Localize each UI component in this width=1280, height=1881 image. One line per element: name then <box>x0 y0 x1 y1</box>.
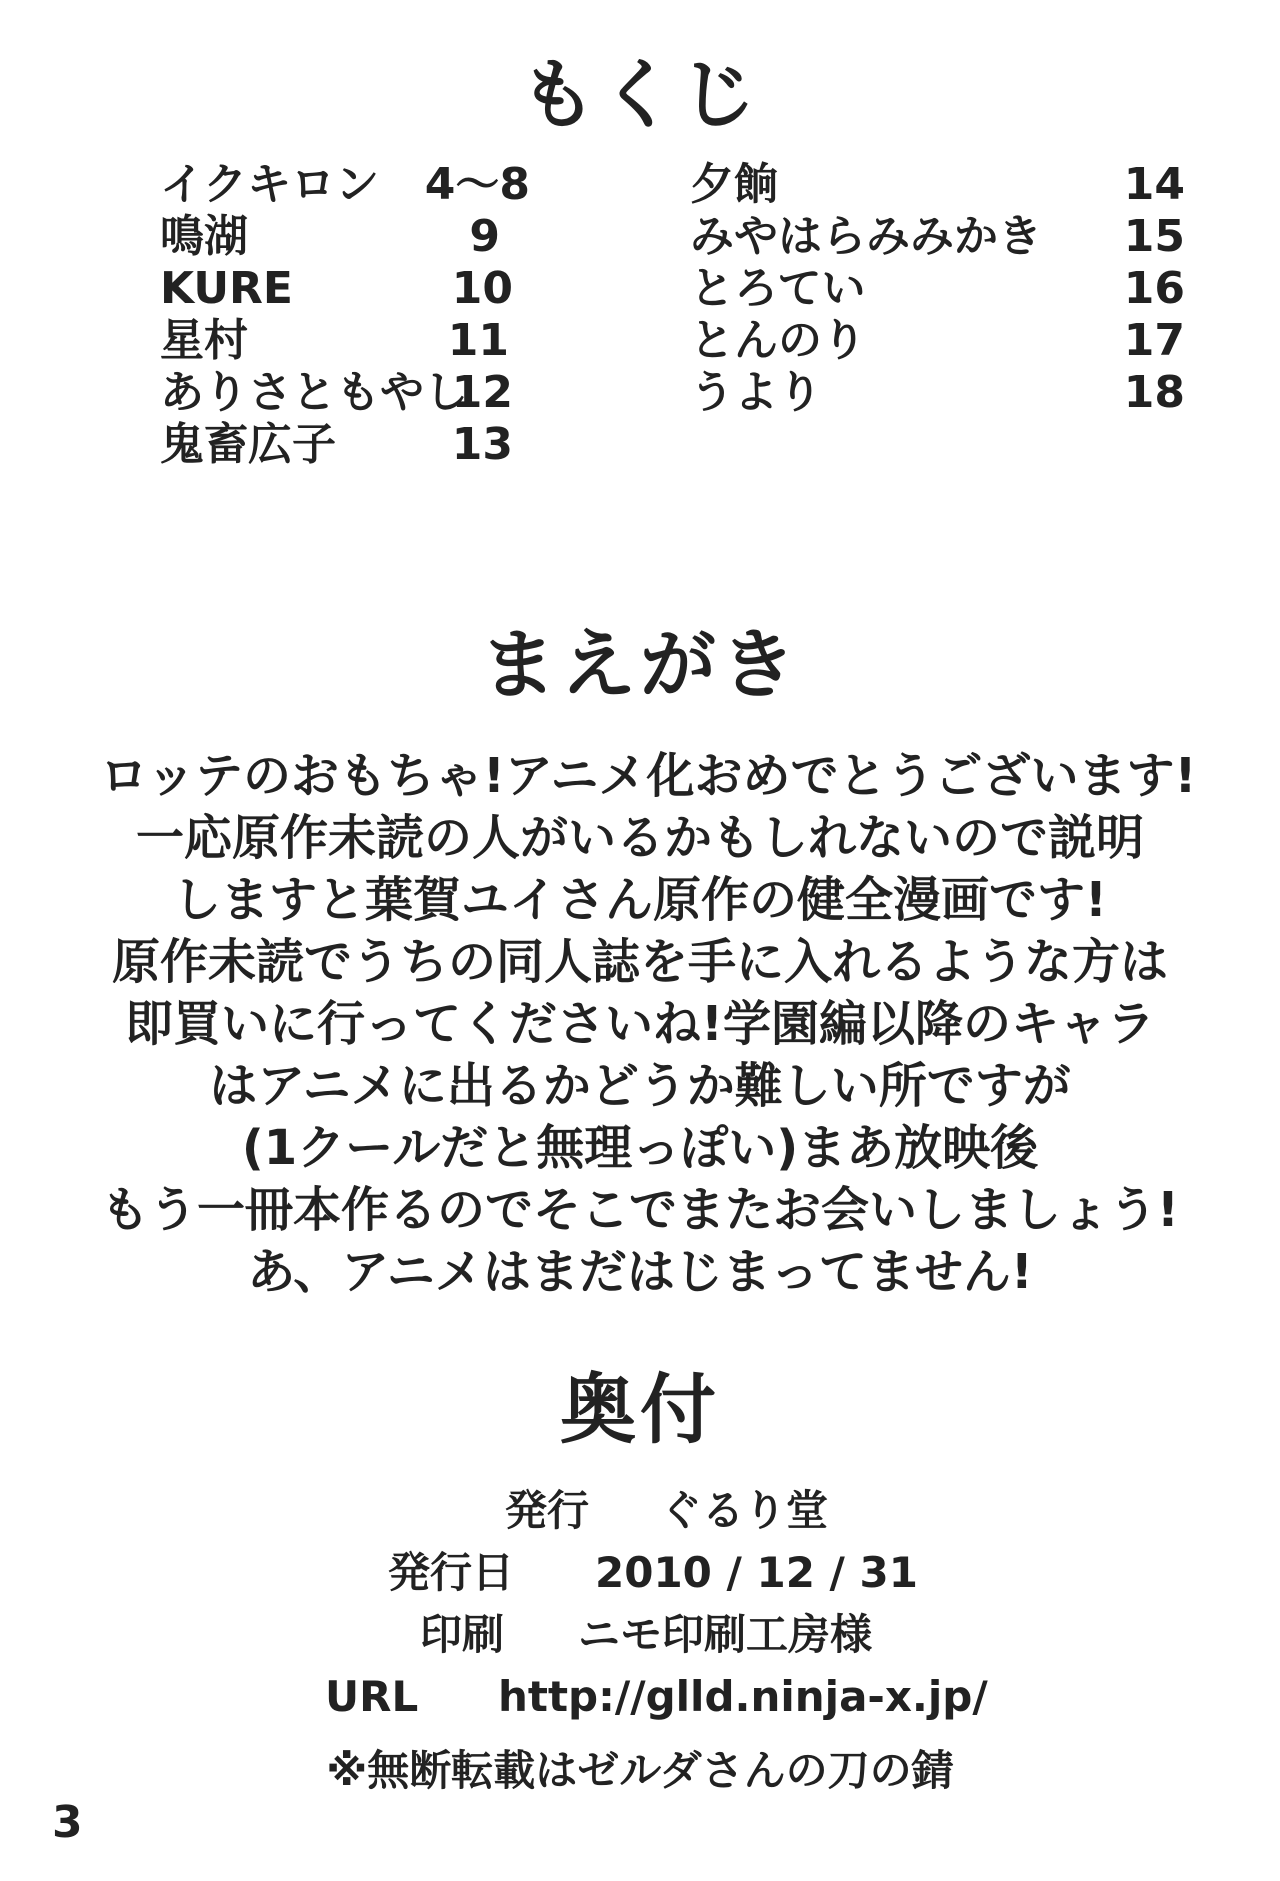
preface-heading: まえがき <box>480 620 800 709</box>
preface-line: あ、アニメはまだはじまってません! <box>247 1244 1033 1300</box>
toc-entry <box>690 311 1185 371</box>
toc-entry-title: 夕餉 <box>690 159 778 210</box>
toc-entry <box>160 363 513 423</box>
colophon-publisher-row <box>505 1480 589 1542</box>
toc-entry-page: 9 <box>469 211 500 262</box>
page-number: 3 <box>52 1797 83 1848</box>
colophon-date-label: 発行日 <box>388 1548 515 1597</box>
toc-entry-page: 16 <box>1123 263 1185 314</box>
toc-entry-title: とんのり <box>690 315 866 366</box>
toc-entry-title: 鳴湖 <box>160 211 248 262</box>
preface-line: 一応原作未読の人がいるかもしれないので説明 <box>135 810 1144 866</box>
toc-entry-page: 13 <box>451 419 513 470</box>
colophon-printer-label: 印刷 <box>420 1610 505 1659</box>
colophon-date-row <box>388 1542 514 1604</box>
colophon-publisher-label: 発行 <box>505 1486 590 1535</box>
toc-entry-page: 18 <box>1123 367 1185 418</box>
toc-entry <box>690 155 1185 215</box>
toc-entry <box>160 207 500 267</box>
toc-entry-page: 14 <box>1123 159 1185 210</box>
toc-entry <box>690 259 1185 319</box>
toc-entry <box>160 155 530 215</box>
toc-entry-page: 11 <box>447 315 509 366</box>
colophon-publisher-value: ぐるり堂 <box>660 1486 829 1535</box>
preface-line: はアニメに出るかどうか難しい所ですが <box>209 1058 1071 1114</box>
toc-entry <box>160 259 513 319</box>
toc-entry-page: 15 <box>1123 211 1185 262</box>
colophon-publisher-value-row <box>660 1480 828 1542</box>
preface-line: 原作未読でうちの同人誌を手に入れるような方は <box>111 934 1168 990</box>
toc-entry-page: 17 <box>1123 315 1185 366</box>
reprint-notice: ※無断転載はゼルダさんの刀の錆 <box>326 1746 954 1795</box>
colophon-url-row <box>325 1666 418 1728</box>
toc-entry-title: うより <box>690 367 822 418</box>
toc-entry-page: 4～8 <box>424 159 530 210</box>
toc-entry-title: みやはらみみかき <box>690 211 1042 262</box>
toc-entry-title: とろてい <box>690 263 866 314</box>
toc-entry-title: KURE <box>160 263 293 314</box>
colophon-printer-row <box>420 1604 504 1666</box>
preface-line: (1クールだと無理っぽい)まあ放映後 <box>241 1120 1039 1176</box>
colophon-url-value: http://glld.ninja-x.jp/ <box>498 1672 988 1721</box>
toc-entry-page: 12 <box>451 367 513 418</box>
colophon-date-value: 2010 / 12 / 31 <box>595 1548 918 1597</box>
toc-entry <box>690 207 1185 267</box>
colophon-url-label: URL <box>325 1672 419 1721</box>
toc-entry-page: 10 <box>451 263 513 314</box>
toc-entry-title: 鬼畜広子 <box>160 419 336 470</box>
colophon-date-value-row <box>595 1542 918 1604</box>
preface-line: しますと葉賀ユイさん原作の健全漫画です! <box>173 872 1107 928</box>
toc-entry-title: ありさともやし <box>160 367 468 418</box>
toc-entry <box>690 363 1185 423</box>
toc-entry-title: 星村 <box>160 315 248 366</box>
preface-line: ロッテのおもちゃ!アニメ化おめでとうございます! <box>100 748 1197 804</box>
preface-line: 即買いに行ってくださいね!学園編以降のキャラ <box>125 996 1155 1052</box>
colophon-printer-value: ニモ印刷工房様 <box>578 1610 873 1659</box>
preface-body <box>100 745 1197 1303</box>
colophon-heading: 奥付 <box>560 1365 720 1454</box>
toc-entry-title: イクキロン <box>160 159 380 210</box>
toc-heading: もくじ <box>520 50 760 139</box>
toc-entry <box>160 311 509 371</box>
colophon-url-value-row <box>498 1666 988 1728</box>
colophon-printer-value-row <box>578 1604 872 1666</box>
toc-entry <box>160 415 513 475</box>
preface-line: もう一冊本作るのでそこでまたお会いしましょう! <box>101 1182 1179 1238</box>
